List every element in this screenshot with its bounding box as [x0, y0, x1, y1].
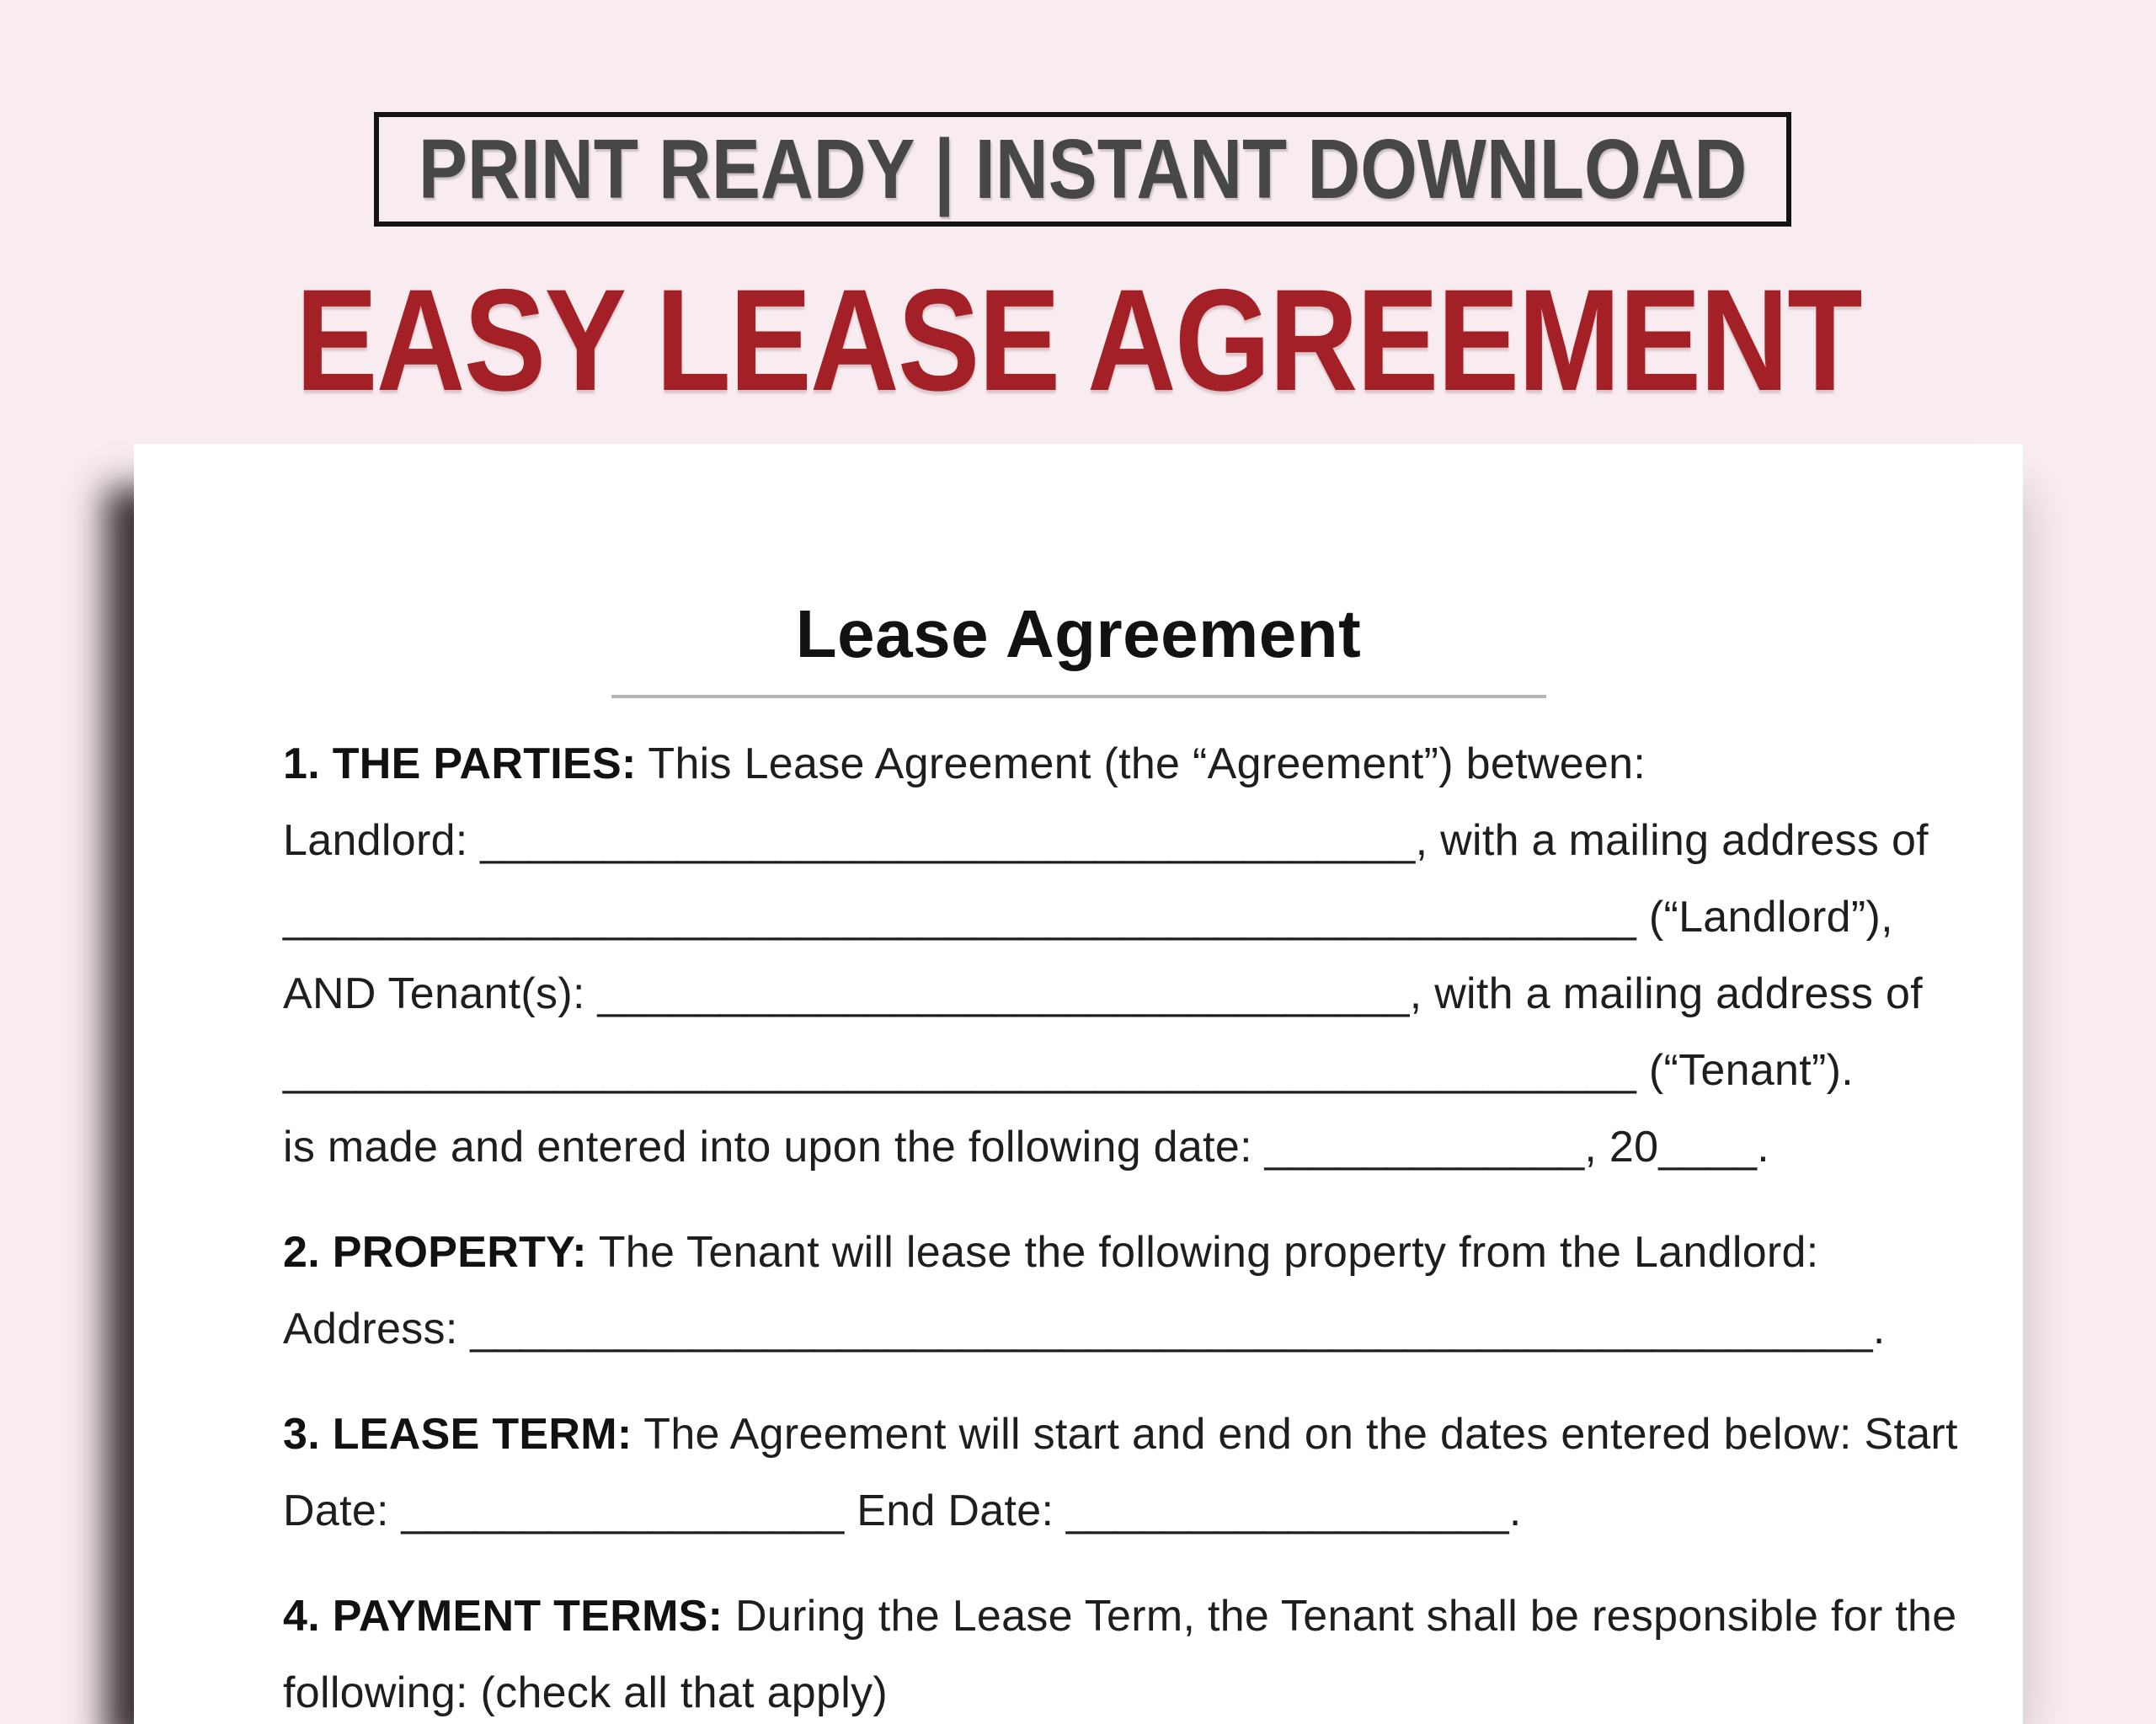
banner-label: PRINT READY | INSTANT DOWNLOAD [418, 121, 1748, 216]
section-text: During the Lease Term, the Tenant shall be responsible for the [723, 1592, 1957, 1641]
hero-title [0, 259, 2156, 421]
document-line [283, 726, 1874, 803]
section-heading: 3. LEASE TERM: [283, 1410, 632, 1459]
section-property [283, 1214, 1886, 1368]
agreement-date-blank-line: is made and entered into upon the following date: _____________, 20____. [283, 1123, 1769, 1172]
title-underline [611, 695, 1546, 698]
document-line [283, 803, 1929, 879]
document-line [283, 1473, 1874, 1550]
document-title: Lease Agreement [795, 596, 1362, 671]
document-line [283, 1109, 1874, 1186]
banner-box [374, 112, 1791, 227]
hero-title-text: EASY LEASE AGREEMENT [295, 259, 1861, 421]
section-heading: 1. THE PARTIES: [283, 739, 637, 788]
section-text: The Tenant will lease the following property from the Landlord: [586, 1228, 1819, 1277]
document-line [283, 1214, 1874, 1291]
lease-dates-blank-line: Date: __________________ End Date: __________________. [283, 1486, 1522, 1535]
section-lease-term [283, 1396, 1958, 1550]
landlord-address-blank-line: _______________________________________________________ (“Landlord”), [283, 893, 1893, 942]
document-line [283, 879, 1893, 956]
document-line [283, 956, 1923, 1033]
tenant-address-blank-line: _______________________________________________________ (“Tenant”). [283, 1046, 1854, 1095]
document-line [283, 1655, 1874, 1724]
section-heading: 2. PROPERTY: [283, 1228, 587, 1277]
tenant-blank-line: AND Tenant(s): _________________________________, with a mailing address of [283, 969, 1923, 1018]
section-text: This Lease Agreement (the “Agreement”) between: [636, 739, 1646, 788]
document-line [283, 1033, 1874, 1109]
section-text: The Agreement will start and end on the dates entered below: Start [632, 1410, 1958, 1459]
section-parties [283, 726, 1929, 1186]
section-payment-terms [283, 1578, 1957, 1724]
landlord-blank-line: Landlord: ______________________________________, with a mailing address of [283, 816, 1929, 865]
property-address-blank-line: Address: _________________________________________________________. [283, 1305, 1886, 1353]
section-heading: 4. PAYMENT TERMS: [283, 1592, 723, 1641]
lease-document-page [134, 444, 2023, 1724]
document-line [283, 1291, 1886, 1368]
document-line [283, 1396, 1958, 1473]
document-line [283, 1578, 1957, 1655]
section-text: following: (check all that apply) [283, 1668, 889, 1717]
